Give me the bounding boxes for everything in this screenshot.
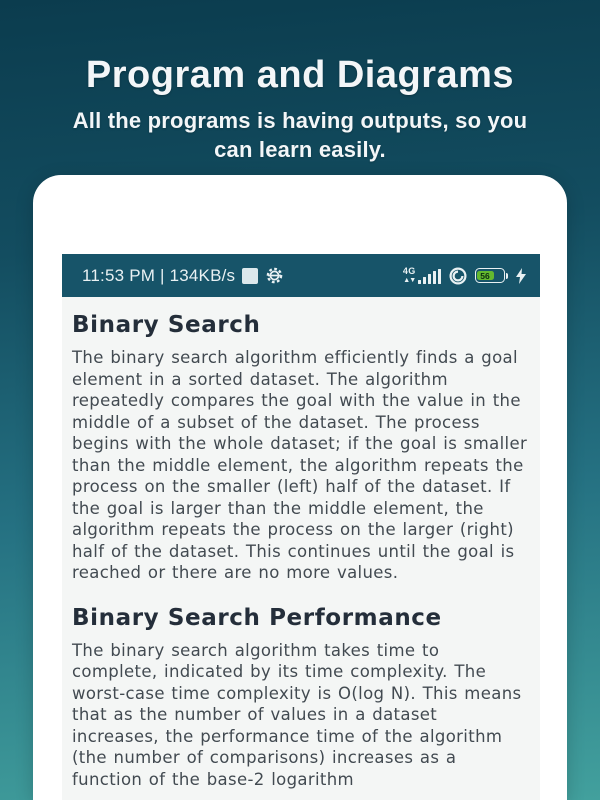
phone-screenshot [62, 254, 540, 800]
device-card [33, 175, 567, 800]
signal-strength-icon [418, 269, 441, 284]
section-heading: Binary Search [72, 312, 261, 338]
battery-level: 56 [477, 271, 494, 280]
page-subtitle: All the programs is having outputs, so you can learn easily. [72, 108, 528, 162]
section-body: The binary search algorithm takes time to complete, indicated by its time complexity. The worst-case time complexity is O(log N). This means that as the number of values in a dataset increases, the performance time of the algorithm (the number of comparisons) increases as a function of the base-2 logarithm [72, 640, 522, 789]
article-section [72, 312, 528, 584]
battery-icon [475, 268, 509, 284]
status-bar [62, 254, 540, 297]
screenshot-square-icon [242, 268, 258, 284]
battery-shell [475, 268, 505, 283]
gear-icon [265, 266, 284, 285]
article-section [72, 605, 528, 791]
article-content [62, 297, 540, 790]
data-arrows-icon: ▲▼ [403, 277, 416, 284]
network-type-label: 4G ▲▼ [402, 266, 416, 284]
charging-bolt-icon [515, 268, 527, 284]
battery-nub [506, 273, 509, 279]
status-bar-left [82, 266, 284, 286]
page-title: Program and Diagrams [85, 54, 515, 96]
network-indicator [403, 267, 441, 284]
hero-header [0, 0, 600, 164]
section-heading: Binary Search Performance [72, 604, 442, 631]
section-body: The binary search algorithm efficiently finds a goal element in a sorted dataset. The algorithm repeatedly compares the goal with the value in the middle of a subset of the dataset. The process begins with the whole dataset; if the goal is smaller than the middle element, the algorithm repeats the process on the smaller (left) half of the dataset. If the goal is larger than the middle element, the algorithm repeats the process on the larger (right) half of the dataset. This continues until the goal is reached or there are no more values. [72, 348, 528, 582]
status-bar-right [403, 266, 527, 286]
status-time-speed: 11:53 PM | 134KB/s [82, 265, 236, 285]
data-saver-icon [448, 266, 468, 286]
